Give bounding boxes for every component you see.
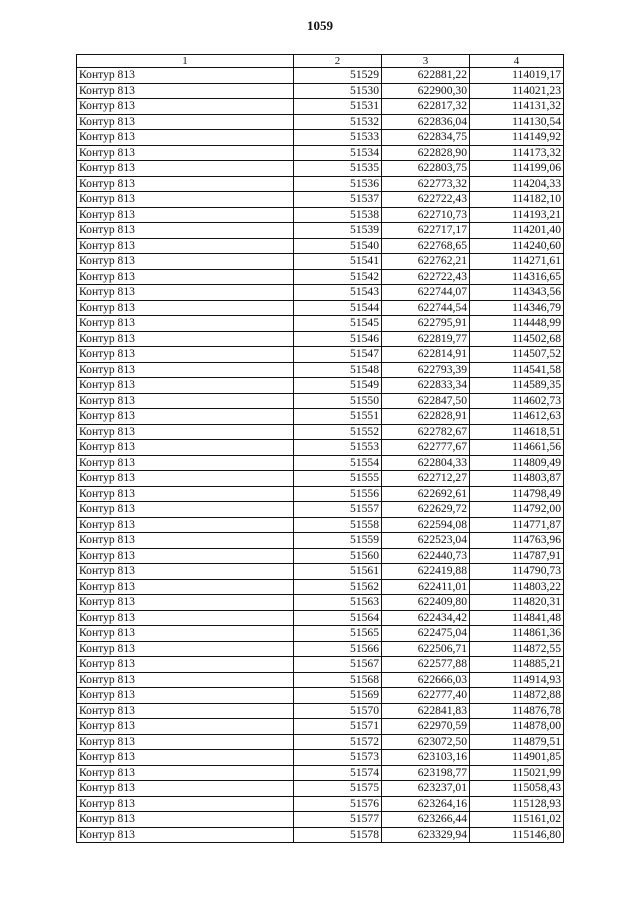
- y-coordinate-cell: 114798,49: [470, 486, 564, 502]
- x-coordinate-cell: 622836,04: [382, 114, 470, 130]
- y-coordinate-cell: 115058,43: [470, 781, 564, 797]
- point-number-cell: 51551: [294, 409, 382, 425]
- y-coordinate-cell: 114803,22: [470, 579, 564, 595]
- contour-name-cell: Контур 813: [77, 688, 294, 704]
- column-header-1: 1: [77, 55, 294, 68]
- y-coordinate-cell: 114182,10: [470, 192, 564, 208]
- y-coordinate-cell: 114878,00: [470, 719, 564, 735]
- contour-name-cell: Контур 813: [77, 657, 294, 673]
- y-coordinate-cell: 114448,99: [470, 316, 564, 332]
- table-row: [77, 114, 564, 130]
- point-number-cell: 51555: [294, 471, 382, 487]
- contour-name-cell: Контур 813: [77, 595, 294, 611]
- contour-name-cell: Контур 813: [77, 533, 294, 549]
- x-coordinate-cell: 622833,34: [382, 378, 470, 394]
- contour-name-cell: Контур 813: [77, 734, 294, 750]
- point-number-cell: 51537: [294, 192, 382, 208]
- y-coordinate-cell: 114872,55: [470, 641, 564, 657]
- point-number-cell: 51568: [294, 672, 382, 688]
- contour-name-cell: Контур 813: [77, 393, 294, 409]
- y-coordinate-cell: 114901,85: [470, 750, 564, 766]
- point-number-cell: 51549: [294, 378, 382, 394]
- x-coordinate-cell: 622773,32: [382, 176, 470, 192]
- table-row: [77, 362, 564, 378]
- table-body: [77, 68, 564, 843]
- y-coordinate-cell: 114021,23: [470, 83, 564, 99]
- table-row: [77, 734, 564, 750]
- y-coordinate-cell: 114240,60: [470, 238, 564, 254]
- x-coordinate-cell: 623103,16: [382, 750, 470, 766]
- y-coordinate-cell: 114872,88: [470, 688, 564, 704]
- point-number-cell: 51570: [294, 703, 382, 719]
- x-coordinate-cell: 622629,72: [382, 502, 470, 518]
- point-number-cell: 51566: [294, 641, 382, 657]
- x-coordinate-cell: 622434,42: [382, 610, 470, 626]
- point-number-cell: 51543: [294, 285, 382, 301]
- x-coordinate-cell: 622841,83: [382, 703, 470, 719]
- point-number-cell: 51559: [294, 533, 382, 549]
- x-coordinate-cell: 622817,32: [382, 99, 470, 115]
- contour-name-cell: Контур 813: [77, 68, 294, 84]
- contour-name-cell: Контур 813: [77, 502, 294, 518]
- contour-name-cell: Контур 813: [77, 316, 294, 332]
- contour-name-cell: Контур 813: [77, 471, 294, 487]
- y-coordinate-cell: 114841,48: [470, 610, 564, 626]
- table-row: [77, 378, 564, 394]
- contour-name-cell: Контур 813: [77, 192, 294, 208]
- contour-name-cell: Контур 813: [77, 161, 294, 177]
- x-coordinate-cell: 622803,75: [382, 161, 470, 177]
- table-row: [77, 99, 564, 115]
- x-coordinate-cell: 623237,01: [382, 781, 470, 797]
- y-coordinate-cell: 114149,92: [470, 130, 564, 146]
- y-coordinate-cell: 114914,93: [470, 672, 564, 688]
- table-row: [77, 223, 564, 239]
- point-number-cell: 51571: [294, 719, 382, 735]
- table-row: [77, 316, 564, 332]
- table-row: [77, 719, 564, 735]
- point-number-cell: 51534: [294, 145, 382, 161]
- x-coordinate-cell: 622712,27: [382, 471, 470, 487]
- contour-name-cell: Контур 813: [77, 517, 294, 533]
- point-number-cell: 51531: [294, 99, 382, 115]
- point-number-cell: 51565: [294, 626, 382, 642]
- table-row: [77, 192, 564, 208]
- x-coordinate-cell: 622440,73: [382, 548, 470, 564]
- contour-name-cell: Контур 813: [77, 83, 294, 99]
- contour-name-cell: Контур 813: [77, 269, 294, 285]
- table-row: [77, 657, 564, 673]
- contour-name-cell: Контур 813: [77, 564, 294, 580]
- point-number-cell: 51569: [294, 688, 382, 704]
- y-coordinate-cell: 114193,21: [470, 207, 564, 223]
- contour-name-cell: Контур 813: [77, 378, 294, 394]
- x-coordinate-cell: 622793,39: [382, 362, 470, 378]
- table-header-row: [77, 55, 564, 68]
- point-number-cell: 51561: [294, 564, 382, 580]
- x-coordinate-cell: 622970,59: [382, 719, 470, 735]
- table-row: [77, 300, 564, 316]
- y-coordinate-cell: 115128,93: [470, 796, 564, 812]
- page-number: 1059: [307, 18, 333, 33]
- column-header-2: 2: [294, 55, 382, 68]
- y-coordinate-cell: 114803,87: [470, 471, 564, 487]
- contour-name-cell: Контур 813: [77, 347, 294, 363]
- x-coordinate-cell: 622411,01: [382, 579, 470, 595]
- table-row: [77, 393, 564, 409]
- y-coordinate-cell: 114885,21: [470, 657, 564, 673]
- y-coordinate-cell: 114316,65: [470, 269, 564, 285]
- table-row: [77, 161, 564, 177]
- contour-name-cell: Контур 813: [77, 626, 294, 642]
- y-coordinate-cell: 114173,32: [470, 145, 564, 161]
- point-number-cell: 51535: [294, 161, 382, 177]
- x-coordinate-cell: 622666,03: [382, 672, 470, 688]
- point-number-cell: 51557: [294, 502, 382, 518]
- point-number-cell: 51572: [294, 734, 382, 750]
- x-coordinate-cell: 622409,80: [382, 595, 470, 611]
- contour-name-cell: Контур 813: [77, 409, 294, 425]
- coordinates-table: [76, 54, 564, 843]
- x-coordinate-cell: 622419,88: [382, 564, 470, 580]
- point-number-cell: 51548: [294, 362, 382, 378]
- table-row: [77, 285, 564, 301]
- x-coordinate-cell: 623198,77: [382, 765, 470, 781]
- table-row: [77, 409, 564, 425]
- y-coordinate-cell: 114612,63: [470, 409, 564, 425]
- column-header-3: 3: [382, 55, 470, 68]
- x-coordinate-cell: 622777,40: [382, 688, 470, 704]
- contour-name-cell: Контур 813: [77, 285, 294, 301]
- x-coordinate-cell: 622847,50: [382, 393, 470, 409]
- y-coordinate-cell: 114787,91: [470, 548, 564, 564]
- y-coordinate-cell: 114661,56: [470, 440, 564, 456]
- y-coordinate-cell: 114589,35: [470, 378, 564, 394]
- x-coordinate-cell: 622577,88: [382, 657, 470, 673]
- point-number-cell: 51558: [294, 517, 382, 533]
- x-coordinate-cell: 622834,75: [382, 130, 470, 146]
- table-row: [77, 83, 564, 99]
- point-number-cell: 51532: [294, 114, 382, 130]
- table-row: [77, 688, 564, 704]
- x-coordinate-cell: 622594,08: [382, 517, 470, 533]
- contour-name-cell: Контур 813: [77, 455, 294, 471]
- column-header-4: 4: [470, 55, 564, 68]
- x-coordinate-cell: 622506,71: [382, 641, 470, 657]
- table-row: [77, 579, 564, 595]
- table-row: [77, 564, 564, 580]
- point-number-cell: 51562: [294, 579, 382, 595]
- contour-name-cell: Контур 813: [77, 703, 294, 719]
- x-coordinate-cell: 623266,44: [382, 812, 470, 828]
- x-coordinate-cell: 622717,17: [382, 223, 470, 239]
- x-coordinate-cell: 622900,30: [382, 83, 470, 99]
- table-row: [77, 750, 564, 766]
- point-number-cell: 51546: [294, 331, 382, 347]
- x-coordinate-cell: 622762,21: [382, 254, 470, 270]
- contour-name-cell: Контур 813: [77, 424, 294, 440]
- table-row: [77, 641, 564, 657]
- table-row: [77, 176, 564, 192]
- contour-name-cell: Контур 813: [77, 300, 294, 316]
- point-number-cell: 51536: [294, 176, 382, 192]
- x-coordinate-cell: 623264,16: [382, 796, 470, 812]
- table-row: [77, 548, 564, 564]
- x-coordinate-cell: 622814,91: [382, 347, 470, 363]
- x-coordinate-cell: 623329,94: [382, 827, 470, 843]
- y-coordinate-cell: 114201,40: [470, 223, 564, 239]
- y-coordinate-cell: 114792,00: [470, 502, 564, 518]
- x-coordinate-cell: 622768,65: [382, 238, 470, 254]
- contour-name-cell: Контур 813: [77, 796, 294, 812]
- y-coordinate-cell: 114130,54: [470, 114, 564, 130]
- point-number-cell: 51553: [294, 440, 382, 456]
- x-coordinate-cell: 622722,43: [382, 269, 470, 285]
- contour-name-cell: Контур 813: [77, 440, 294, 456]
- y-coordinate-cell: 114861,36: [470, 626, 564, 642]
- contour-name-cell: Контур 813: [77, 99, 294, 115]
- point-number-cell: 51530: [294, 83, 382, 99]
- x-coordinate-cell: 622692,61: [382, 486, 470, 502]
- table-row: [77, 331, 564, 347]
- point-number-cell: 51544: [294, 300, 382, 316]
- point-number-cell: 51545: [294, 316, 382, 332]
- point-number-cell: 51540: [294, 238, 382, 254]
- point-number-cell: 51567: [294, 657, 382, 673]
- y-coordinate-cell: 114879,51: [470, 734, 564, 750]
- contour-name-cell: Контур 813: [77, 672, 294, 688]
- table-row: [77, 626, 564, 642]
- table-row: [77, 765, 564, 781]
- table-row: [77, 827, 564, 843]
- y-coordinate-cell: 114618,51: [470, 424, 564, 440]
- y-coordinate-cell: 114343,56: [470, 285, 564, 301]
- point-number-cell: 51573: [294, 750, 382, 766]
- y-coordinate-cell: 114131,32: [470, 99, 564, 115]
- table-row: [77, 610, 564, 626]
- y-coordinate-cell: 114507,52: [470, 347, 564, 363]
- x-coordinate-cell: 622523,04: [382, 533, 470, 549]
- y-coordinate-cell: 114019,17: [470, 68, 564, 84]
- table-row: [77, 254, 564, 270]
- y-coordinate-cell: 114204,33: [470, 176, 564, 192]
- y-coordinate-cell: 114809,49: [470, 455, 564, 471]
- table-row: [77, 130, 564, 146]
- point-number-cell: 51529: [294, 68, 382, 84]
- contour-name-cell: Контур 813: [77, 238, 294, 254]
- point-number-cell: 51574: [294, 765, 382, 781]
- point-number-cell: 51577: [294, 812, 382, 828]
- y-coordinate-cell: 114541,58: [470, 362, 564, 378]
- point-number-cell: 51578: [294, 827, 382, 843]
- x-coordinate-cell: 622819,77: [382, 331, 470, 347]
- y-coordinate-cell: 114271,61: [470, 254, 564, 270]
- y-coordinate-cell: 114876,78: [470, 703, 564, 719]
- table-row: [77, 455, 564, 471]
- x-coordinate-cell: 622828,90: [382, 145, 470, 161]
- x-coordinate-cell: 622710,73: [382, 207, 470, 223]
- x-coordinate-cell: 623072,50: [382, 734, 470, 750]
- contour-name-cell: Контур 813: [77, 781, 294, 797]
- table-row: [77, 440, 564, 456]
- y-coordinate-cell: 115161,02: [470, 812, 564, 828]
- contour-name-cell: Контур 813: [77, 579, 294, 595]
- contour-name-cell: Контур 813: [77, 114, 294, 130]
- y-coordinate-cell: 114502,68: [470, 331, 564, 347]
- point-number-cell: 51539: [294, 223, 382, 239]
- table-row: [77, 502, 564, 518]
- table-row: [77, 269, 564, 285]
- point-number-cell: 51538: [294, 207, 382, 223]
- contour-name-cell: Контур 813: [77, 610, 294, 626]
- contour-name-cell: Контур 813: [77, 486, 294, 502]
- x-coordinate-cell: 622475,04: [382, 626, 470, 642]
- x-coordinate-cell: 622782,67: [382, 424, 470, 440]
- y-coordinate-cell: 114771,87: [470, 517, 564, 533]
- y-coordinate-cell: 115146,80: [470, 827, 564, 843]
- contour-name-cell: Контур 813: [77, 176, 294, 192]
- y-coordinate-cell: 114820,31: [470, 595, 564, 611]
- contour-name-cell: Контур 813: [77, 641, 294, 657]
- point-number-cell: 51560: [294, 548, 382, 564]
- contour-name-cell: Контур 813: [77, 362, 294, 378]
- x-coordinate-cell: 622722,43: [382, 192, 470, 208]
- y-coordinate-cell: 114602,73: [470, 393, 564, 409]
- contour-name-cell: Контур 813: [77, 331, 294, 347]
- table-row: [77, 812, 564, 828]
- point-number-cell: 51575: [294, 781, 382, 797]
- table-row: [77, 145, 564, 161]
- contour-name-cell: Контур 813: [77, 145, 294, 161]
- table-row: [77, 781, 564, 797]
- point-number-cell: 51542: [294, 269, 382, 285]
- x-coordinate-cell: 622828,91: [382, 409, 470, 425]
- point-number-cell: 51554: [294, 455, 382, 471]
- table-row: [77, 533, 564, 549]
- point-number-cell: 51563: [294, 595, 382, 611]
- y-coordinate-cell: 114346,79: [470, 300, 564, 316]
- contour-name-cell: Контур 813: [77, 719, 294, 735]
- point-number-cell: 51576: [294, 796, 382, 812]
- contour-name-cell: Контур 813: [77, 207, 294, 223]
- point-number-cell: 51547: [294, 347, 382, 363]
- y-coordinate-cell: 114199,06: [470, 161, 564, 177]
- x-coordinate-cell: 622795,91: [382, 316, 470, 332]
- x-coordinate-cell: 622744,07: [382, 285, 470, 301]
- contour-name-cell: Контур 813: [77, 548, 294, 564]
- contour-name-cell: Контур 813: [77, 130, 294, 146]
- table-row: [77, 68, 564, 84]
- table-row: [77, 517, 564, 533]
- table-row: [77, 238, 564, 254]
- point-number-cell: 51541: [294, 254, 382, 270]
- table-row: [77, 347, 564, 363]
- x-coordinate-cell: 622881,22: [382, 68, 470, 84]
- x-coordinate-cell: 622777,67: [382, 440, 470, 456]
- x-coordinate-cell: 622744,54: [382, 300, 470, 316]
- y-coordinate-cell: 114790,73: [470, 564, 564, 580]
- contour-name-cell: Контур 813: [77, 750, 294, 766]
- contour-name-cell: Контур 813: [77, 812, 294, 828]
- table-row: [77, 424, 564, 440]
- table-row: [77, 703, 564, 719]
- point-number-cell: 51533: [294, 130, 382, 146]
- point-number-cell: 51564: [294, 610, 382, 626]
- contour-name-cell: Контур 813: [77, 223, 294, 239]
- table-row: [77, 486, 564, 502]
- table-row: [77, 672, 564, 688]
- point-number-cell: 51556: [294, 486, 382, 502]
- x-coordinate-cell: 622804,33: [382, 455, 470, 471]
- point-number-cell: 51552: [294, 424, 382, 440]
- contour-name-cell: Контур 813: [77, 827, 294, 843]
- table-row: [77, 471, 564, 487]
- contour-name-cell: Контур 813: [77, 765, 294, 781]
- table-row: [77, 207, 564, 223]
- y-coordinate-cell: 115021,99: [470, 765, 564, 781]
- table-row: [77, 796, 564, 812]
- y-coordinate-cell: 114763,96: [470, 533, 564, 549]
- contour-name-cell: Контур 813: [77, 254, 294, 270]
- point-number-cell: 51550: [294, 393, 382, 409]
- table-row: [77, 595, 564, 611]
